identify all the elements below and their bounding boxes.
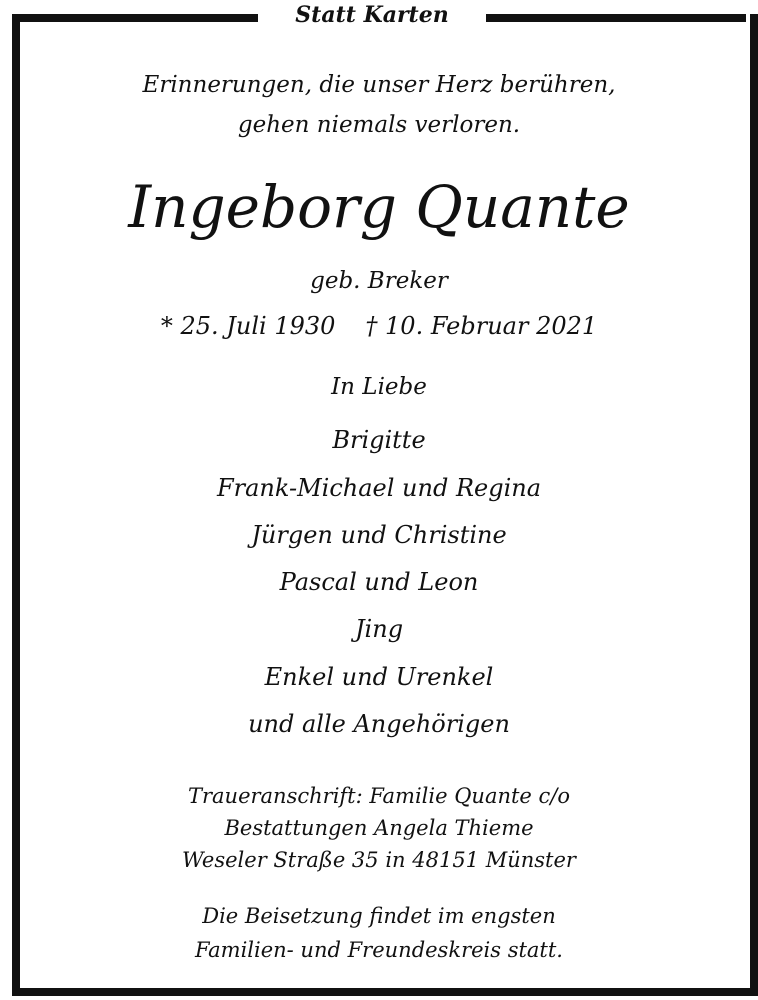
address-line-3: Weseler Straße 35 in 48151 Münster [182, 848, 576, 872]
mourners-intro: In Liebe [331, 374, 427, 400]
mourner-name: Frank-Michael und Regina [216, 474, 542, 502]
death-date: † 10. Februar 2021 [365, 312, 598, 340]
life-dates [0, 310, 758, 342]
quote-line-1: Erinnerungen, die unser Herz berühren, [142, 72, 616, 98]
funeral-line-2: Familien- und Freundeskreis statt. [194, 938, 563, 962]
mourner-name: und alle Angehörigen [248, 710, 510, 738]
mourner-name: Enkel und Urenkel [264, 663, 494, 691]
birth-name: geb. Breker [310, 268, 448, 294]
address-line-2: Bestattungen Angela Thieme [224, 816, 534, 840]
funeral-line-1: Die Beisetzung findet im engsten [202, 904, 556, 928]
birth-date: * 25. Juli 1930 [160, 312, 336, 340]
mourner-name: Brigitte [332, 426, 426, 454]
top-border-right [486, 14, 746, 22]
quote-line-2: gehen niemals verloren. [237, 112, 521, 138]
deceased-name: Ingeborg Quante [128, 173, 630, 241]
top-border-left [12, 14, 258, 22]
address-line-1: Traueranschrift: Familie Quante c/o [187, 784, 571, 808]
mourner-name: Pascal und Leon [279, 568, 479, 596]
mourner-name: Jing [354, 615, 404, 643]
header-label: Statt Karten [295, 2, 449, 28]
mourner-name: Jürgen und Christine [251, 521, 507, 549]
